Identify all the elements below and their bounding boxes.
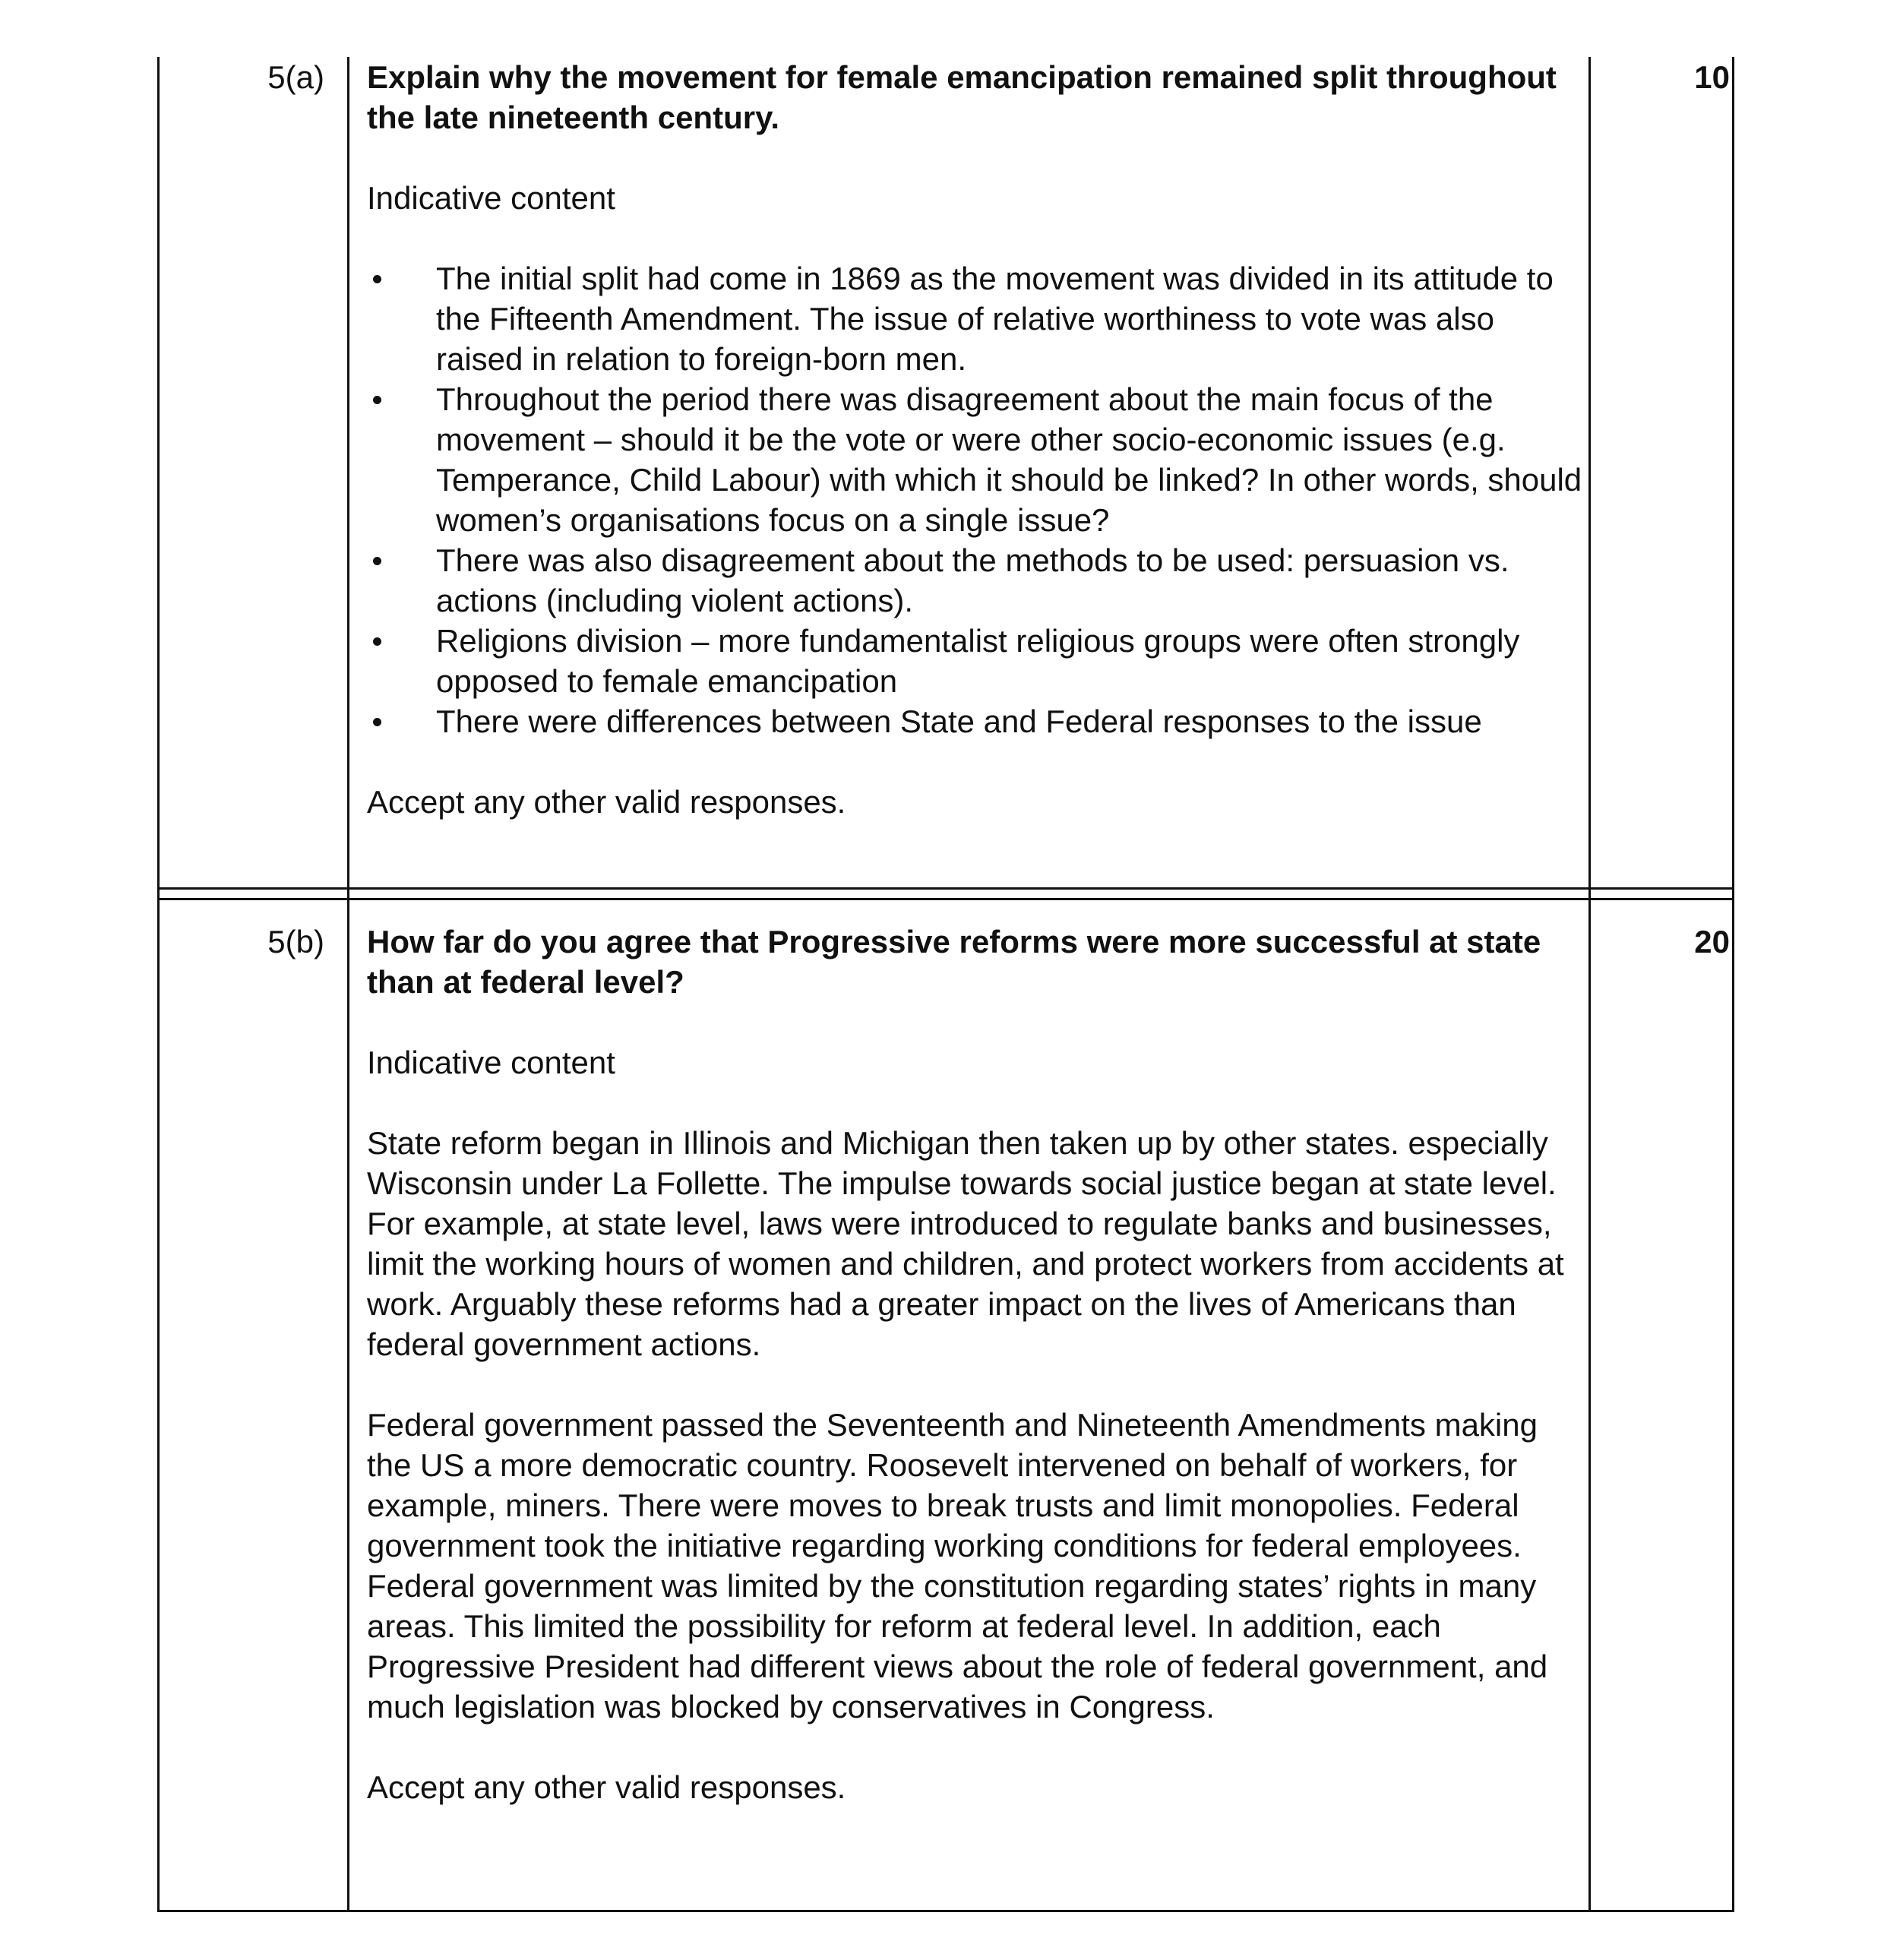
column-divider-1 [347,57,349,1912]
column-divider-2 [1588,57,1591,1912]
table-border-right [1732,57,1734,1912]
bullet-icon [373,275,381,283]
indicative-content-heading: Indicative content [367,1045,615,1080]
indicative-content-heading: Indicative content [367,180,615,216]
marks-value: 20 [1694,924,1730,959]
bullet-icon [373,557,381,565]
table-border-left [157,57,160,1912]
question-number: 5(a) [267,59,324,95]
body-paragraph: Federal government passed the Seventeenth and Nineteenth Amendments making the US a more democratic country. Roosevelt intervened on behalf of workers, for example, miners. There were moves to break trusts and limit monopolies. Federal government took the initiative regarding working conditions for federal employees. Federal government was limited by the constitution regarding states’ rights in many areas. This limited the possibility for reform at federal level. In addition, each Progressive President had different views about the role of federal government, and much legislation was blocked by conservatives in Congress. [367,1407,1548,1724]
question-text: Explain why the movement for female emancipation remained split throughout the late nineteenth century. [367,59,1557,135]
question-text: How far do you agree that Progressive reforms were more successful at state than at federal level? [367,924,1541,1000]
closing-note: Accept any other valid responses. [367,784,846,820]
question-number: 5(b) [267,924,324,959]
list-item: There were differences between State and Federal responses to the issue [367,701,1582,741]
bullet-icon [373,637,381,646]
row-separator-bottom [157,898,1734,900]
list-item: Religions division – more fundamentalist religious groups were often strongly opposed to female emancipation [367,621,1582,701]
mark-scheme-table [157,57,1734,1912]
list-item: The initial split had come in 1869 as the movement was divided in its attitude to the Fifteenth Amendment. The issue of relative worthiness to vote was also raised in relation to foreign-born men. [367,258,1582,379]
marks-value: 10 [1694,59,1730,95]
table-border-bottom [157,1910,1734,1912]
answer-content [367,57,1582,822]
closing-note: Accept any other valid responses. [367,1769,846,1805]
row-separator-top [157,887,1734,890]
bullet-icon [373,396,381,404]
bullet-list [367,258,1582,741]
bullet-icon [373,718,381,726]
list-item: Throughout the period there was disagreement about the main focus of the movement – should it be the vote or were other socio-economic issues (e.g. Temperance, Child Labour) with which it should be linked? In other words, should women’s organisations focus on a single issue? [367,379,1582,540]
list-item: There was also disagreement about the methods to be used: persuasion vs. actions (including violent actions). [367,540,1582,621]
answer-content [367,922,1582,1807]
body-paragraph: State reform began in Illinois and Michigan then taken up by other states. especially Wisconsin under La Follette. The impulse towards social justice began at state level. For example, at state level, laws were introduced to regulate banks and businesses, limit the working hours of women and children, and protect workers from accidents at work. Arguably these reforms had a greater impact on the lives of Americans than federal government actions. [367,1125,1564,1362]
